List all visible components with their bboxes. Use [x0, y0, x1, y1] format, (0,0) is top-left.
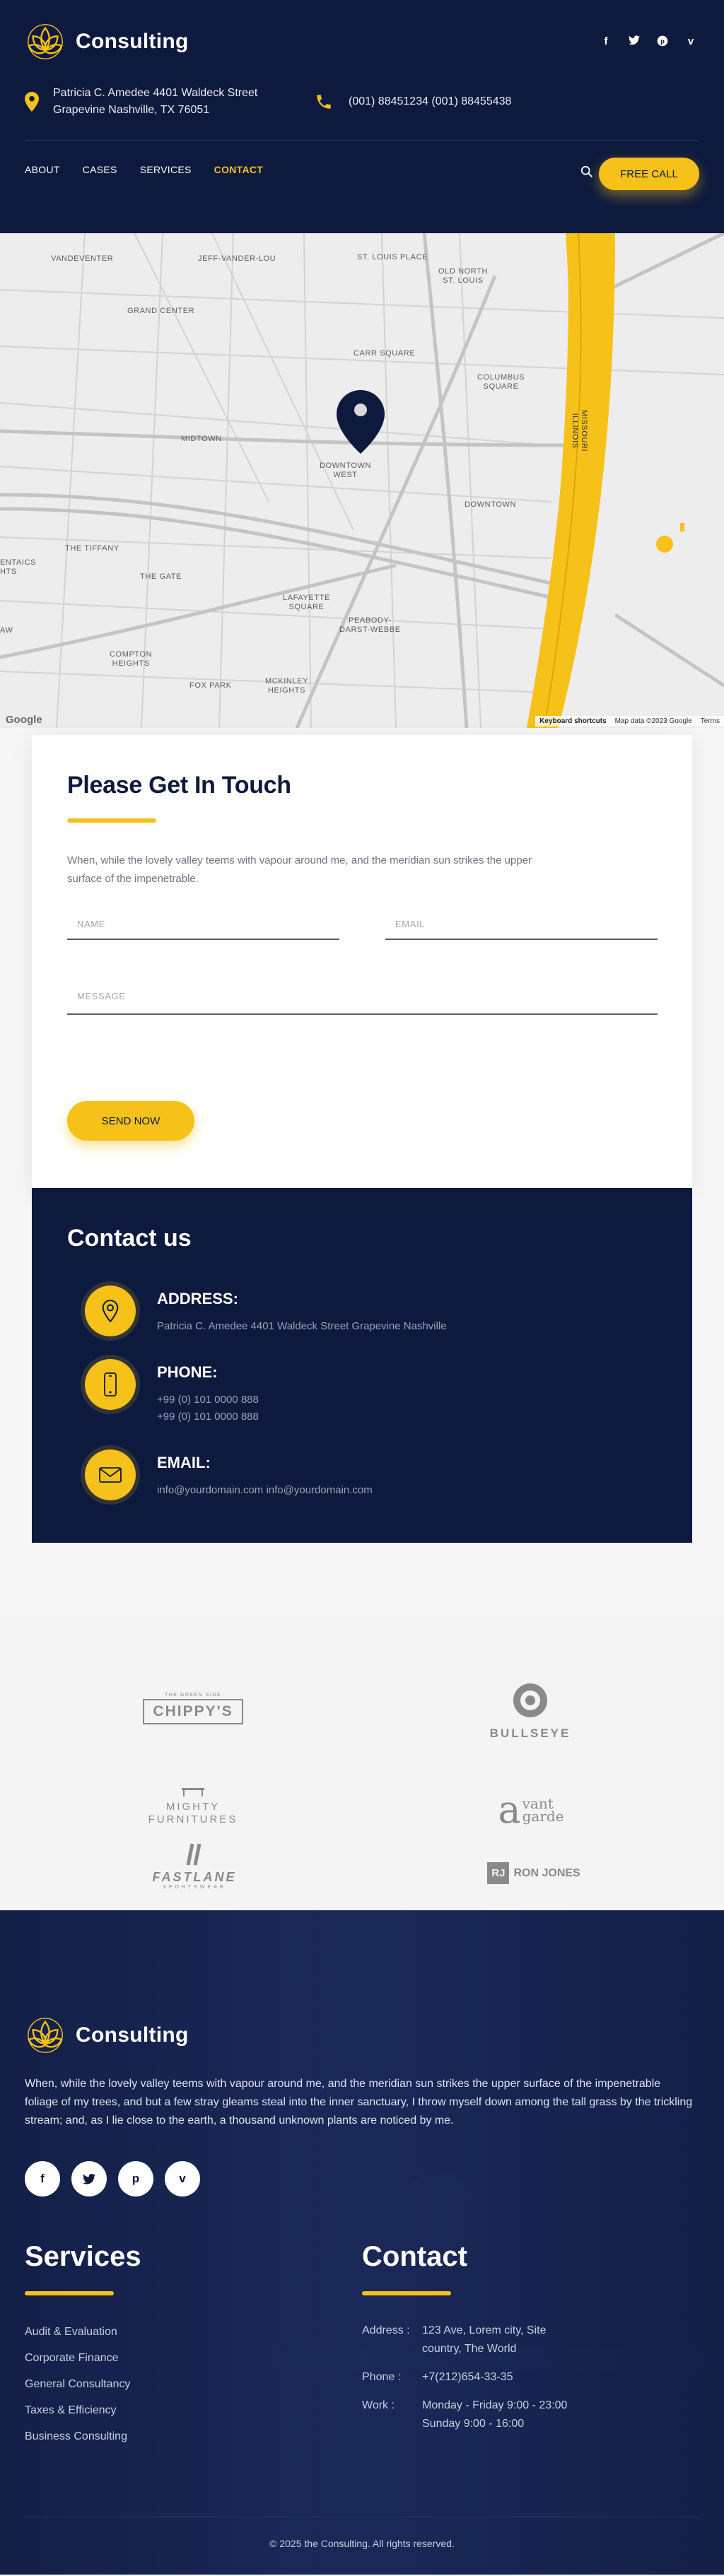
work-key: Work : — [362, 2399, 395, 2411]
service-link[interactable]: Business Consulting — [25, 2430, 127, 2442]
copyright: © 2025 the Consulting. All rights reserved. — [269, 2538, 455, 2549]
map-label: COMPTON HEIGHTS — [110, 650, 153, 668]
lotus-logo-icon — [25, 2015, 66, 2056]
footer-brand-name: Consulting — [76, 2023, 189, 2047]
vantgarde-logo[interactable]: a vant garde — [498, 1787, 564, 1832]
site-footer — [0, 1910, 724, 2575]
nav-contact[interactable]: CONTACT — [214, 164, 264, 175]
title-underline — [67, 818, 156, 823]
nav-cases[interactable]: CASES — [82, 164, 117, 175]
ron-jones-logo[interactable]: RJ RON JONES — [481, 1862, 587, 1884]
phone-item — [85, 1359, 259, 1425]
service-link[interactable]: Taxes & Efficiency — [25, 2404, 117, 2416]
map-label: VANDEVENTER — [51, 254, 114, 263]
contact-us-panel — [32, 1188, 692, 1543]
keyboard-shortcuts-link[interactable]: Keyboard shortcuts — [539, 717, 607, 725]
email-item — [85, 1449, 373, 1500]
logo[interactable] — [25, 21, 189, 62]
email-field[interactable]: EMAIL — [385, 919, 658, 940]
phone-icon — [315, 93, 333, 111]
map-label: THE GATE — [140, 572, 182, 581]
main-nav — [25, 164, 263, 175]
vimeo-icon[interactable]: v — [165, 2161, 200, 2196]
send-now-button[interactable]: SEND NOW — [67, 1101, 194, 1141]
fastlane-mark-icon — [184, 1842, 205, 1866]
terms-link[interactable]: Terms — [700, 717, 720, 725]
pinterest-icon[interactable] — [656, 35, 669, 49]
location-pin-icon — [25, 92, 39, 112]
map-label: FOX PARK — [189, 681, 232, 690]
phone-key: Phone : — [362, 2371, 402, 2383]
contact-title: Contact — [362, 2241, 467, 2272]
client-logos — [0, 1622, 724, 1910]
address-value: Patricia C. Amedee 4401 Waldeck Street Grapevine Nashville — [157, 1320, 447, 1332]
map-label: MISSOURI ILLINOIS — [571, 410, 588, 452]
email-value[interactable]: info@yourdomain.com info@yourdomain.com — [157, 1484, 373, 1496]
address-item — [85, 1286, 447, 1336]
header-address: Patricia C. Amedee 4401 Waldeck Street Grapevine Nashville, TX 76051 — [53, 87, 258, 116]
message-field[interactable]: MESSAGE — [67, 991, 658, 1015]
footer-contact — [362, 2322, 571, 2433]
mobile-phone-icon — [85, 1359, 136, 1410]
phone-label: PHONE: — [157, 1363, 218, 1381]
work-hours-weekday: Monday - Friday 9:00 - 23:00 — [422, 2399, 568, 2411]
svg-text:p: p — [660, 37, 665, 45]
address-label: ADDRESS: — [157, 1290, 238, 1307]
map-label: JEFF-VANDER-LOU — [198, 254, 276, 263]
twitter-icon[interactable] — [71, 2161, 107, 2196]
facebook-icon[interactable]: f — [604, 35, 608, 47]
nav-about[interactable]: ABOUT — [25, 164, 60, 175]
services-title: Services — [25, 2241, 141, 2272]
map-label: ST. LOUIS PLACE — [357, 253, 428, 261]
service-link[interactable]: Corporate Finance — [25, 2352, 119, 2364]
site-header — [0, 0, 724, 233]
map-roads — [0, 233, 724, 728]
work-hours-sunday: Sunday 9:00 - 16:00 — [422, 2418, 525, 2430]
map-label: DOWNTOWN WEST — [320, 461, 372, 479]
lotus-logo-icon — [25, 21, 66, 62]
map-pin-icon — [85, 1286, 136, 1336]
services-underline — [25, 2291, 114, 2295]
name-field[interactable]: NAME — [67, 919, 339, 940]
header-divider — [25, 140, 699, 141]
mighty-furnitures-logo[interactable]: MIGHTY FURNITURES — [140, 1786, 246, 1826]
footer-description: When, while the lovely valley teems with vapour around me, and the meridian sun strikes the upper surface of the impenetrable foliage of my trees, and but a few stray gleams steal into the inner sanctuary, I throw myself down among the tall grass by the trickling stream; and, as I lie close to the earth, a thousand unknown plants are noticed by me. — [25, 2078, 693, 2127]
header-phones[interactable]: (001) 88451234 (001) 88455438 — [349, 95, 512, 107]
free-call-button[interactable]: FREE CALL — [599, 158, 699, 190]
envelope-icon — [85, 1449, 136, 1500]
contact-underline — [362, 2291, 451, 2295]
phone-value[interactable]: +7(212)654-33-35 — [422, 2371, 513, 2383]
services-list — [25, 2326, 130, 2457]
vantgarde-mark: a — [498, 1787, 521, 1832]
contact-form-card — [32, 735, 692, 1188]
map-label: MIDTOWN — [181, 435, 222, 443]
map-label: GRAND CENTER — [127, 307, 195, 315]
service-link[interactable]: General Consultancy — [25, 2378, 131, 2390]
service-link[interactable]: Audit & Evaluation — [25, 2326, 117, 2338]
facebook-icon[interactable]: f — [25, 2161, 60, 2196]
target-icon — [512, 1682, 549, 1719]
map-label: CARR SQUARE — [354, 349, 416, 358]
bullseye-logo[interactable]: BULLSEYE — [488, 1682, 573, 1741]
email-label: EMAIL: — [157, 1454, 211, 1471]
map-label: LAFAYETTE SQUARE — [283, 594, 330, 611]
map-label: OLD NORTH ST. LOUIS — [438, 267, 488, 285]
google-map[interactable] — [0, 233, 724, 728]
nav-services[interactable]: SERVICES — [139, 164, 192, 175]
phone-value[interactable]: +99 (0) 101 0000 888 — [157, 1394, 259, 1406]
chippys-logo[interactable]: THE GREEN SIDE CHIPPY'S — [143, 1693, 243, 1724]
rj-mark: RJ — [487, 1862, 509, 1884]
pinterest-icon[interactable]: p — [118, 2161, 153, 2196]
header-socials — [600, 35, 697, 49]
footer-socials — [25, 2161, 200, 2196]
table-icon — [179, 1786, 207, 1797]
fastlane-logo[interactable]: FASTLANE SPORTSWEAR — [145, 1842, 244, 1890]
map-label: DOWNTOWN — [465, 500, 517, 509]
map-label: PEABODY- DARST-WEBBE — [339, 616, 401, 634]
address-value: 123 Ave, Lorem city, Site country, The World — [422, 2324, 547, 2355]
map-label: THE TIFFANY — [65, 544, 119, 553]
map-label: ENTAICS HTS — [0, 558, 37, 576]
twitter-icon[interactable] — [628, 35, 641, 49]
map-label: AW — [0, 626, 13, 635]
map-attribution — [535, 716, 724, 727]
brand-name: Consulting — [76, 30, 189, 53]
phone-value[interactable]: +99 (0) 101 0000 888 — [157, 1411, 259, 1423]
vimeo-icon[interactable]: v — [687, 35, 694, 47]
map-label: COLUMBUS SQUARE — [477, 373, 525, 391]
footer-logo[interactable] — [25, 2015, 189, 2056]
form-title: Please Get In Touch — [67, 772, 291, 799]
google-logo[interactable]: Google — [6, 714, 42, 726]
map-label: MCKINLEY HEIGHTS — [265, 677, 309, 695]
form-description: When, while the lovely valley teems with vapour around me, and the meridian sun strikes the upper surface of the impenetrable. — [67, 854, 532, 885]
contact-us-title: Contact us — [67, 1225, 192, 1252]
search-icon[interactable] — [580, 165, 593, 182]
address-key: Address : — [362, 2324, 410, 2336]
map-data-text: Map data ©2023 Google — [614, 717, 692, 725]
